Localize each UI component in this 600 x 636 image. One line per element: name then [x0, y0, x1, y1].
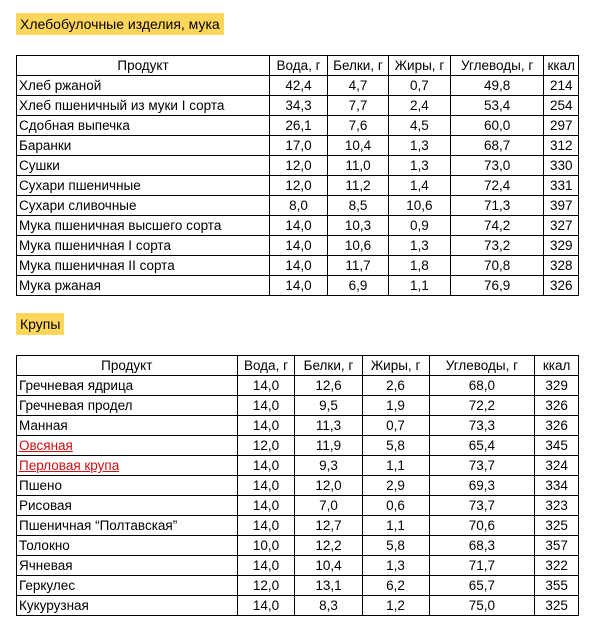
cell-protein: 9,5: [295, 396, 362, 416]
cell-carbs: 73,7: [429, 456, 535, 476]
cell-protein: 10,3: [327, 216, 388, 236]
cell-fat: 4,5: [388, 116, 450, 136]
cell-water: 14,0: [270, 276, 328, 296]
cell-kcal: 325: [535, 596, 579, 616]
column-header-water: Вода, г: [237, 356, 295, 376]
cell-fat: 0,7: [362, 416, 429, 436]
cell-kcal: 254: [544, 96, 579, 116]
table-row: [17, 216, 579, 236]
cell-protein: 7,6: [327, 116, 388, 136]
product-name: Ячневая: [17, 556, 238, 576]
product-link[interactable]: Перловая крупа: [17, 456, 238, 476]
product-name: Хлеб ржаной: [17, 76, 270, 96]
table-row: [17, 536, 579, 556]
cell-fat: 1,3: [388, 156, 450, 176]
cell-kcal: 325: [535, 516, 579, 536]
cell-water: 12,0: [270, 156, 328, 176]
product-name: Сушки: [17, 156, 270, 176]
section-title-groats: Крупы: [16, 313, 64, 335]
section-title-bakery: Хлебобулочные изделия, мука: [16, 13, 224, 35]
cell-carbs: 73,7: [429, 496, 535, 516]
table-row: [17, 236, 579, 256]
column-header-protein: Белки, г: [295, 356, 362, 376]
cell-protein: 12,0: [295, 476, 362, 496]
table-row: [17, 176, 579, 196]
product-name: Гречневая продел: [17, 396, 238, 416]
column-header-carbs: Углеводы, г: [450, 56, 543, 76]
column-header-kcal: ккал: [535, 356, 579, 376]
table-row: [17, 556, 579, 576]
cell-water: 14,0: [237, 456, 295, 476]
cell-kcal: 326: [544, 276, 579, 296]
cell-protein: 11,2: [327, 176, 388, 196]
column-header-fat: Жиры, г: [362, 356, 429, 376]
cell-kcal: 357: [535, 536, 579, 556]
cell-protein: 10,4: [295, 556, 362, 576]
cell-water: 14,0: [237, 596, 295, 616]
cell-kcal: 345: [535, 436, 579, 456]
cell-kcal: 329: [535, 376, 579, 396]
cell-kcal: 331: [544, 176, 579, 196]
cell-protein: 8,3: [295, 596, 362, 616]
cell-protein: 9,3: [295, 456, 362, 476]
cell-water: 14,0: [237, 496, 295, 516]
cell-kcal: 323: [535, 496, 579, 516]
product-name: Мука пшеничная высшего сорта: [17, 216, 270, 236]
groats-table: [16, 355, 579, 616]
cell-water: 14,0: [270, 236, 328, 256]
product-name: Кукурузная: [17, 596, 238, 616]
cell-carbs: 60,0: [450, 116, 543, 136]
product-name: Сухари сливочные: [17, 196, 270, 216]
cell-fat: 2,4: [388, 96, 450, 116]
cell-protein: 11,0: [327, 156, 388, 176]
column-header-product: Продукт: [17, 356, 238, 376]
product-name: Сдобная выпечка: [17, 116, 270, 136]
cell-kcal: 328: [544, 256, 579, 276]
cell-carbs: 70,6: [429, 516, 535, 536]
column-header-protein: Белки, г: [327, 56, 388, 76]
column-header-kcal: ккал: [544, 56, 579, 76]
cell-protein: 11,9: [295, 436, 362, 456]
cell-carbs: 74,2: [450, 216, 543, 236]
cell-protein: 10,4: [327, 136, 388, 156]
cell-kcal: 312: [544, 136, 579, 156]
cell-carbs: 70,8: [450, 256, 543, 276]
table-row: [17, 76, 579, 96]
table-row: [17, 256, 579, 276]
product-name: Рисовая: [17, 496, 238, 516]
cell-water: 34,3: [270, 96, 328, 116]
cell-fat: 6,2: [362, 576, 429, 596]
product-name: Гречневая ядрица: [17, 376, 238, 396]
cell-carbs: 72,2: [429, 396, 535, 416]
table-row: [17, 396, 579, 416]
product-name: Пшено: [17, 476, 238, 496]
product-name: Пшеничная “Полтавская”: [17, 516, 238, 536]
cell-fat: 1,1: [388, 276, 450, 296]
cell-kcal: 334: [535, 476, 579, 496]
table-row: [17, 596, 579, 616]
product-name: Баранки: [17, 136, 270, 156]
cell-fat: 2,6: [362, 376, 429, 396]
table-header-row: [17, 356, 579, 376]
table-row: [17, 196, 579, 216]
cell-fat: 1,2: [362, 596, 429, 616]
table-row: [17, 136, 579, 156]
cell-carbs: 65,7: [429, 576, 535, 596]
table-row: [17, 96, 579, 116]
cell-kcal: 214: [544, 76, 579, 96]
cell-carbs: 75,0: [429, 596, 535, 616]
product-name: Геркулес: [17, 576, 238, 596]
cell-kcal: 326: [535, 416, 579, 436]
product-name: Манная: [17, 416, 238, 436]
cell-kcal: 297: [544, 116, 579, 136]
cell-water: 14,0: [237, 376, 295, 396]
cell-kcal: 324: [535, 456, 579, 476]
cell-water: 17,0: [270, 136, 328, 156]
cell-protein: 6,9: [327, 276, 388, 296]
cell-carbs: 71,7: [429, 556, 535, 576]
product-name: Мука пшеничная II сорта: [17, 256, 270, 276]
cell-water: 14,0: [237, 556, 295, 576]
cell-protein: 11,7: [327, 256, 388, 276]
product-name: Мука пшеничная I сорта: [17, 236, 270, 256]
cell-protein: 10,6: [327, 236, 388, 256]
column-header-carbs: Углеводы, г: [429, 356, 535, 376]
cell-water: 12,0: [237, 436, 295, 456]
cell-water: 10,0: [237, 536, 295, 556]
table-row: [17, 416, 579, 436]
table-row: [17, 276, 579, 296]
table-row: [17, 516, 579, 536]
cell-protein: 7,7: [327, 96, 388, 116]
cell-protein: 4,7: [327, 76, 388, 96]
cell-fat: 5,8: [362, 536, 429, 556]
table-row: [17, 116, 579, 136]
cell-carbs: 71,3: [450, 196, 543, 216]
cell-fat: 1,1: [362, 516, 429, 536]
cell-water: 14,0: [270, 256, 328, 276]
cell-protein: 13,1: [295, 576, 362, 596]
cell-carbs: 72,4: [450, 176, 543, 196]
cell-fat: 1,4: [388, 176, 450, 196]
product-name: Толокно: [17, 536, 238, 556]
cell-kcal: 322: [535, 556, 579, 576]
cell-water: 8,0: [270, 196, 328, 216]
cell-protein: 7,0: [295, 496, 362, 516]
column-header-fat: Жиры, г: [388, 56, 450, 76]
cell-fat: 1,9: [362, 396, 429, 416]
table-row: [17, 476, 579, 496]
column-header-product: Продукт: [17, 56, 270, 76]
product-name: Мука ржаная: [17, 276, 270, 296]
cell-water: 12,0: [270, 176, 328, 196]
cell-carbs: 65,4: [429, 436, 535, 456]
cell-fat: 1,3: [388, 136, 450, 156]
product-link[interactable]: Овсяная: [17, 436, 238, 456]
table-row: [17, 376, 579, 396]
cell-protein: 12,7: [295, 516, 362, 536]
table-row: [17, 436, 579, 456]
cell-protein: 11,3: [295, 416, 362, 436]
cell-kcal: 330: [544, 156, 579, 176]
cell-kcal: 355: [535, 576, 579, 596]
cell-fat: 5,8: [362, 436, 429, 456]
cell-protein: 8,5: [327, 196, 388, 216]
cell-fat: 0,7: [388, 76, 450, 96]
cell-fat: 1,8: [388, 256, 450, 276]
cell-fat: 0,9: [388, 216, 450, 236]
cell-water: 14,0: [237, 416, 295, 436]
cell-water: 14,0: [237, 516, 295, 536]
cell-kcal: 329: [544, 236, 579, 256]
cell-carbs: 68,0: [429, 376, 535, 396]
table-header-row: [17, 56, 579, 76]
table-row: [17, 156, 579, 176]
table-row: [17, 576, 579, 596]
table-row: [17, 456, 579, 476]
cell-fat: 1,1: [362, 456, 429, 476]
cell-water: 42,4: [270, 76, 328, 96]
cell-kcal: 327: [544, 216, 579, 236]
product-name: Хлеб пшеничный из муки I сорта: [17, 96, 270, 116]
cell-fat: 0,6: [362, 496, 429, 516]
cell-water: 14,0: [270, 216, 328, 236]
cell-fat: 1,3: [362, 556, 429, 576]
cell-kcal: 397: [544, 196, 579, 216]
cell-protein: 12,6: [295, 376, 362, 396]
cell-carbs: 69,3: [429, 476, 535, 496]
cell-water: 14,0: [237, 396, 295, 416]
cell-water: 12,0: [237, 576, 295, 596]
cell-fat: 2,9: [362, 476, 429, 496]
cell-carbs: 53,4: [450, 96, 543, 116]
cell-fat: 10,6: [388, 196, 450, 216]
cell-carbs: 73,3: [429, 416, 535, 436]
cell-carbs: 73,2: [450, 236, 543, 256]
cell-carbs: 68,3: [429, 536, 535, 556]
cell-carbs: 49,8: [450, 76, 543, 96]
cell-water: 14,0: [237, 476, 295, 496]
column-header-water: Вода, г: [270, 56, 328, 76]
cell-kcal: 326: [535, 396, 579, 416]
cell-protein: 12,2: [295, 536, 362, 556]
table-row: [17, 496, 579, 516]
cell-carbs: 68,7: [450, 136, 543, 156]
cell-fat: 1,3: [388, 236, 450, 256]
product-name: Сухари пшеничные: [17, 176, 270, 196]
cell-water: 26,1: [270, 116, 328, 136]
bakery-table: [16, 55, 579, 296]
cell-carbs: 73,0: [450, 156, 543, 176]
cell-carbs: 76,9: [450, 276, 543, 296]
